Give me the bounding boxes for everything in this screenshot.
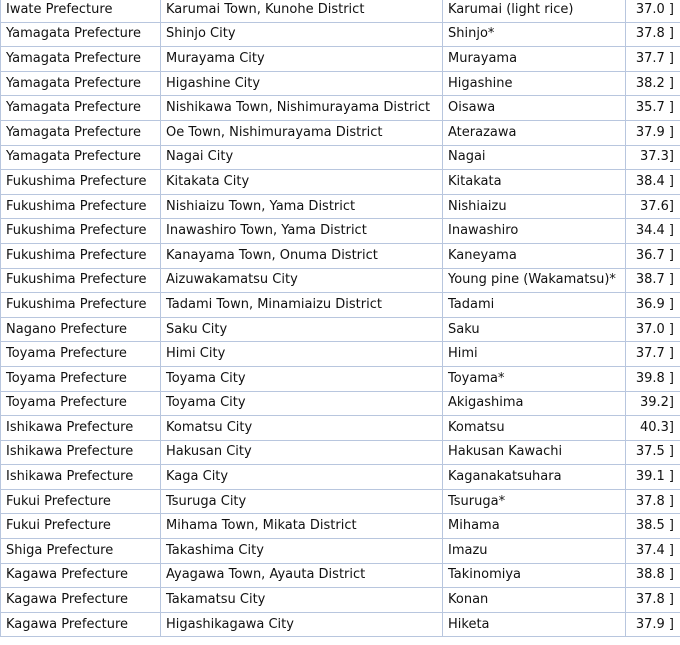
- temperature-cell: 37.9 ]: [626, 612, 680, 637]
- municipality-cell: Inawashiro Town, Yama District: [161, 219, 443, 244]
- prefecture-cell: Fukui Prefecture: [1, 514, 161, 539]
- municipality-cell: Kaga City: [161, 465, 443, 490]
- municipality-cell: Nagai City: [161, 145, 443, 170]
- prefecture-cell: Toyama Prefecture: [1, 366, 161, 391]
- table-row: [1, 96, 680, 121]
- location-cell: Kaganakatsuhara: [443, 465, 626, 490]
- location-cell: Akigashima: [443, 391, 626, 416]
- municipality-cell: Saku City: [161, 317, 443, 342]
- municipality-cell: Takashima City: [161, 539, 443, 564]
- temperature-cell: 39.1 ]: [626, 465, 680, 490]
- municipality-cell: Kanayama Town, Onuma District: [161, 243, 443, 268]
- location-cell: Shinjo*: [443, 22, 626, 47]
- table-row: [1, 0, 680, 22]
- table-row: [1, 588, 680, 613]
- municipality-cell: Aizuwakamatsu City: [161, 268, 443, 293]
- prefecture-cell: Yamagata Prefecture: [1, 22, 161, 47]
- municipality-cell: Komatsu City: [161, 416, 443, 441]
- temperature-cell: 37.6]: [626, 194, 680, 219]
- temperature-cell: 37.4 ]: [626, 539, 680, 564]
- prefecture-cell: Kagawa Prefecture: [1, 563, 161, 588]
- table-row: [1, 440, 680, 465]
- location-cell: Aterazawa: [443, 120, 626, 145]
- prefecture-cell: Fukushima Prefecture: [1, 243, 161, 268]
- prefecture-cell: Yamagata Prefecture: [1, 145, 161, 170]
- prefecture-cell: Fukui Prefecture: [1, 489, 161, 514]
- location-cell: Toyama*: [443, 366, 626, 391]
- table-row: [1, 317, 680, 342]
- table-row: [1, 465, 680, 490]
- temperature-cell: 37.0 ]: [626, 317, 680, 342]
- prefecture-cell: Toyama Prefecture: [1, 391, 161, 416]
- location-cell: Tadami: [443, 293, 626, 318]
- location-cell: Saku: [443, 317, 626, 342]
- prefecture-cell: Kagawa Prefecture: [1, 588, 161, 613]
- table-row: [1, 120, 680, 145]
- municipality-cell: Toyama City: [161, 366, 443, 391]
- location-cell: Hakusan Kawachi: [443, 440, 626, 465]
- temperature-cell: 37.8 ]: [626, 588, 680, 613]
- temperature-cell: 37.8 ]: [626, 489, 680, 514]
- temperature-cell: 34.4 ]: [626, 219, 680, 244]
- location-cell: Konan: [443, 588, 626, 613]
- location-cell: Himi: [443, 342, 626, 367]
- municipality-cell: Himi City: [161, 342, 443, 367]
- temperature-cell: 37.7 ]: [626, 47, 680, 72]
- location-cell: Nagai: [443, 145, 626, 170]
- location-cell: Tsuruga*: [443, 489, 626, 514]
- table-row: [1, 514, 680, 539]
- prefecture-cell: Ishikawa Prefecture: [1, 416, 161, 441]
- temperature-cell: 37.9 ]: [626, 120, 680, 145]
- temperature-cell: 38.5 ]: [626, 514, 680, 539]
- prefecture-cell: Fukushima Prefecture: [1, 194, 161, 219]
- municipality-cell: Ayagawa Town, Ayauta District: [161, 563, 443, 588]
- location-cell: Oisawa: [443, 96, 626, 121]
- prefecture-cell: Fukushima Prefecture: [1, 268, 161, 293]
- municipality-cell: Tsuruga City: [161, 489, 443, 514]
- municipality-cell: Takamatsu City: [161, 588, 443, 613]
- location-cell: Hiketa: [443, 612, 626, 637]
- location-cell: Kitakata: [443, 170, 626, 195]
- table-row: [1, 268, 680, 293]
- temperature-cell: 37.7 ]: [626, 342, 680, 367]
- prefecture-cell: Shiga Prefecture: [1, 539, 161, 564]
- prefecture-cell: Kagawa Prefecture: [1, 612, 161, 637]
- temperature-cell: 35.7 ]: [626, 96, 680, 121]
- prefecture-cell: Ishikawa Prefecture: [1, 465, 161, 490]
- temperature-cell: 37.3]: [626, 145, 680, 170]
- table-row: [1, 489, 680, 514]
- table-row: [1, 539, 680, 564]
- location-cell: Higashine: [443, 71, 626, 96]
- temperature-cell: 36.9 ]: [626, 293, 680, 318]
- temperature-cell: 38.2 ]: [626, 71, 680, 96]
- municipality-cell: Shinjo City: [161, 22, 443, 47]
- temperature-cell: 39.2]: [626, 391, 680, 416]
- table-row: [1, 366, 680, 391]
- prefecture-cell: Fukushima Prefecture: [1, 219, 161, 244]
- prefecture-cell: Iwate Prefecture: [1, 0, 161, 22]
- location-cell: Murayama: [443, 47, 626, 72]
- temperature-cell: 37.5 ]: [626, 440, 680, 465]
- table-row: [1, 342, 680, 367]
- table-row: [1, 71, 680, 96]
- location-cell: Nishiaizu: [443, 194, 626, 219]
- table-row: [1, 391, 680, 416]
- location-cell: Kaneyama: [443, 243, 626, 268]
- table-row: [1, 194, 680, 219]
- temperature-cell: 37.8 ]: [626, 22, 680, 47]
- location-cell: Takinomiya: [443, 563, 626, 588]
- municipality-cell: Mihama Town, Mikata District: [161, 514, 443, 539]
- location-cell: Karumai (light rice): [443, 0, 626, 22]
- location-cell: Mihama: [443, 514, 626, 539]
- municipality-cell: Oe Town, Nishimurayama District: [161, 120, 443, 145]
- municipality-cell: Toyama City: [161, 391, 443, 416]
- table-row: [1, 293, 680, 318]
- table-row: [1, 47, 680, 72]
- table-row: [1, 416, 680, 441]
- table-row: [1, 22, 680, 47]
- prefecture-cell: Yamagata Prefecture: [1, 47, 161, 72]
- prefecture-cell: Yamagata Prefecture: [1, 120, 161, 145]
- prefecture-cell: Yamagata Prefecture: [1, 71, 161, 96]
- municipality-cell: Kitakata City: [161, 170, 443, 195]
- prefecture-cell: Toyama Prefecture: [1, 342, 161, 367]
- temperature-cell: 38.4 ]: [626, 170, 680, 195]
- location-cell: Imazu: [443, 539, 626, 564]
- prefecture-cell: Ishikawa Prefecture: [1, 440, 161, 465]
- municipality-cell: Higashine City: [161, 71, 443, 96]
- temperature-cell: 38.8 ]: [626, 563, 680, 588]
- prefecture-cell: Nagano Prefecture: [1, 317, 161, 342]
- prefecture-cell: Fukushima Prefecture: [1, 293, 161, 318]
- temperature-cell: 39.8 ]: [626, 366, 680, 391]
- table-row: [1, 219, 680, 244]
- table-row: [1, 612, 680, 637]
- table-row: [1, 243, 680, 268]
- prefecture-cell: Yamagata Prefecture: [1, 96, 161, 121]
- temperature-cell: 40.3]: [626, 416, 680, 441]
- prefecture-cell: Fukushima Prefecture: [1, 170, 161, 195]
- table-body: [1, 0, 680, 637]
- municipality-cell: Karumai Town, Kunohe District: [161, 0, 443, 22]
- municipality-cell: Tadami Town, Minamiaizu District: [161, 293, 443, 318]
- municipality-cell: Murayama City: [161, 47, 443, 72]
- municipality-cell: Hakusan City: [161, 440, 443, 465]
- location-cell: Komatsu: [443, 416, 626, 441]
- temperature-cell: 37.0 ]: [626, 0, 680, 22]
- table-row: [1, 145, 680, 170]
- table-row: [1, 563, 680, 588]
- municipality-cell: Higashikagawa City: [161, 612, 443, 637]
- location-cell: Inawashiro: [443, 219, 626, 244]
- table-row: [1, 170, 680, 195]
- temperature-cell: 36.7 ]: [626, 243, 680, 268]
- municipality-cell: Nishikawa Town, Nishimurayama District: [161, 96, 443, 121]
- location-cell: Young pine (Wakamatsu)*: [443, 268, 626, 293]
- temperature-cell: 38.7 ]: [626, 268, 680, 293]
- municipality-cell: Nishiaizu Town, Yama District: [161, 194, 443, 219]
